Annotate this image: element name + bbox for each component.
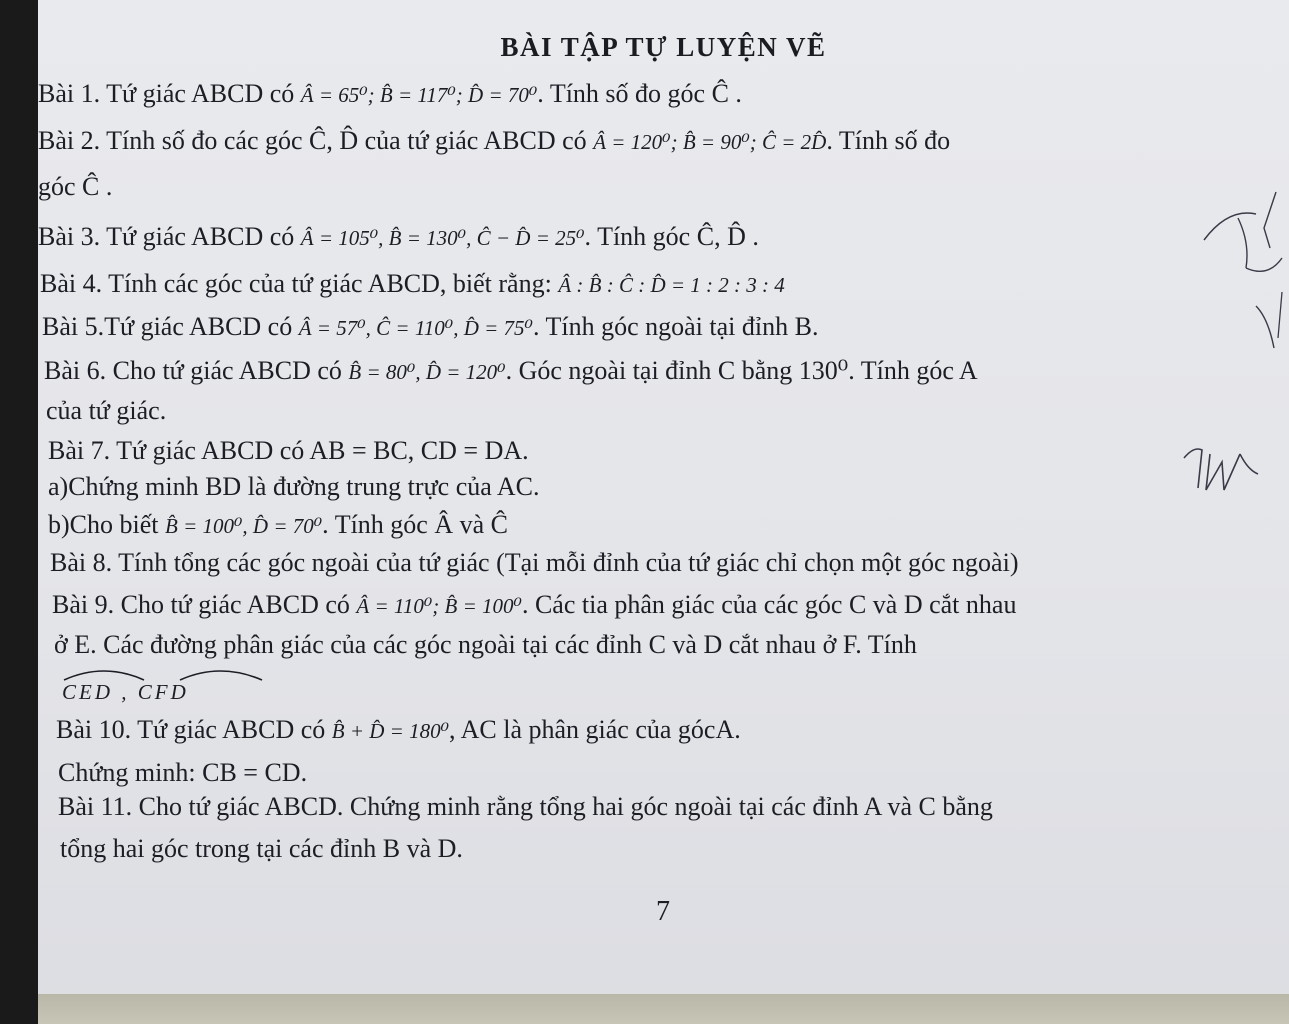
exercise-3 bbox=[38, 222, 759, 253]
line-text: Bài 7. Tứ giác ABCD có AB = BC, CD = DA. bbox=[48, 436, 529, 465]
line-text: Bài 8. Tính tổng các góc ngoài của tứ giác (Tại mỗi đỉnh của tứ giác chỉ chọn một góc ngoài) bbox=[50, 548, 1019, 577]
line-tail: . Tính số đo góc Ĉ . bbox=[537, 79, 742, 108]
exercise-9-continued bbox=[54, 630, 917, 660]
exercise-2 bbox=[38, 126, 950, 157]
pen-scribble-icon bbox=[1198, 188, 1286, 358]
line-text: b)Cho biết bbox=[48, 510, 159, 539]
page-number: 7 bbox=[656, 896, 670, 927]
line-text: a)Chứng minh BD là đường trung trực của AC. bbox=[48, 472, 540, 501]
line-tail: . Tính số đo bbox=[826, 126, 951, 155]
line-tail: . Các tia phân giác của các góc C và D cắt nhau bbox=[521, 590, 1017, 619]
math-expression: CED , CFD bbox=[62, 680, 189, 704]
math-expression: Â : B̂ : Ĉ : D̂ = 1 : 2 : 3 : 4 bbox=[558, 273, 785, 297]
line-text: Bài 2. Tính số đo các góc Ĉ, D̂ của tứ giác ABCD có bbox=[38, 126, 587, 155]
exercise-10-continued bbox=[58, 758, 307, 788]
line-text: Bài 9. Cho tứ giác ABCD có bbox=[52, 590, 350, 619]
exercise-8 bbox=[50, 548, 1018, 578]
line-text: Bài 6. Cho tứ giác ABCD có bbox=[44, 356, 342, 385]
exercise-6 bbox=[44, 356, 978, 387]
math-expression: Â = 110⁰; B̂ = 100⁰ bbox=[356, 594, 522, 618]
exercise-11 bbox=[58, 792, 993, 822]
math-expression: Â = 120⁰; B̂ = 90⁰; Ĉ = 2D̂ bbox=[593, 130, 827, 154]
paper-sheet bbox=[38, 0, 1289, 1024]
pen-mark-icon bbox=[1178, 440, 1268, 496]
page-title: BÀI TẬP TỰ LUYỆN VẼ bbox=[500, 32, 827, 62]
exercise-2-continued bbox=[38, 172, 112, 202]
math-expression: B̂ + D̂ = 180⁰ bbox=[331, 719, 450, 743]
line-text: Bài 1. Tứ giác ABCD có bbox=[38, 79, 295, 108]
line-text: Chứng minh: CB = CD. bbox=[58, 758, 308, 787]
exercise-4 bbox=[40, 269, 785, 300]
line-text: góc Ĉ . bbox=[38, 172, 113, 201]
line-tail: . Tính góc Ĉ, D̂ . bbox=[584, 222, 759, 251]
exercise-7a bbox=[48, 472, 539, 502]
line-text: Bài 3. Tứ giác ABCD có bbox=[38, 222, 295, 251]
exercise-9 bbox=[52, 590, 1016, 621]
math-expression: B̂ = 100⁰, D̂ = 70⁰ bbox=[165, 514, 323, 538]
exercise-6-continued bbox=[46, 396, 166, 426]
line-tail: . Tính góc ngoài tại đỉnh B. bbox=[532, 312, 819, 341]
table-surface bbox=[38, 994, 1289, 1024]
math-expression: Â = 65⁰; B̂ = 117⁰; D̂ = 70⁰ bbox=[300, 83, 538, 107]
line-tail: . Tính góc Â và Ĉ bbox=[322, 510, 509, 539]
exercise-10 bbox=[56, 715, 741, 746]
exercise-11-continued bbox=[60, 834, 463, 864]
line-text: Bài 11. Cho tứ giác ABCD. Chứng minh rằng tổng hai góc ngoài tại các đỉnh A và C bằng bbox=[58, 792, 993, 821]
line-text: Bài 4. Tính các góc của tứ giác ABCD, biết rằng: bbox=[40, 269, 552, 298]
arc-over-angles-icon bbox=[60, 660, 270, 686]
math-expression: B̂ = 80⁰, D̂ = 120⁰ bbox=[348, 360, 506, 384]
exercise-7b bbox=[48, 510, 508, 541]
line-text: Bài 5.Tứ giác ABCD có bbox=[42, 312, 293, 341]
exercise-5 bbox=[42, 312, 818, 343]
line-tail: , AC là phân giác của gócA. bbox=[449, 715, 741, 744]
line-text: Bài 10. Tứ giác ABCD có bbox=[56, 715, 326, 744]
math-expression: Â = 57⁰, Ĉ = 110⁰, D̂ = 75⁰ bbox=[298, 316, 533, 340]
exercise-1 bbox=[38, 79, 742, 110]
line-text: tổng hai góc trong tại các đỉnh B và D. bbox=[60, 834, 463, 863]
line-text: của tứ giác. bbox=[46, 396, 167, 425]
line-text: ở E. Các đường phân giác của các góc ngoài tại các đỉnh C và D cắt nhau ở F. Tính bbox=[54, 630, 917, 659]
exercise-7 bbox=[48, 436, 529, 466]
line-tail: . Góc ngoài tại đỉnh C bằng 130⁰. Tính góc A bbox=[505, 356, 978, 385]
math-expression: Â = 105⁰, B̂ = 130⁰, Ĉ − D̂ = 25⁰ bbox=[300, 226, 585, 250]
